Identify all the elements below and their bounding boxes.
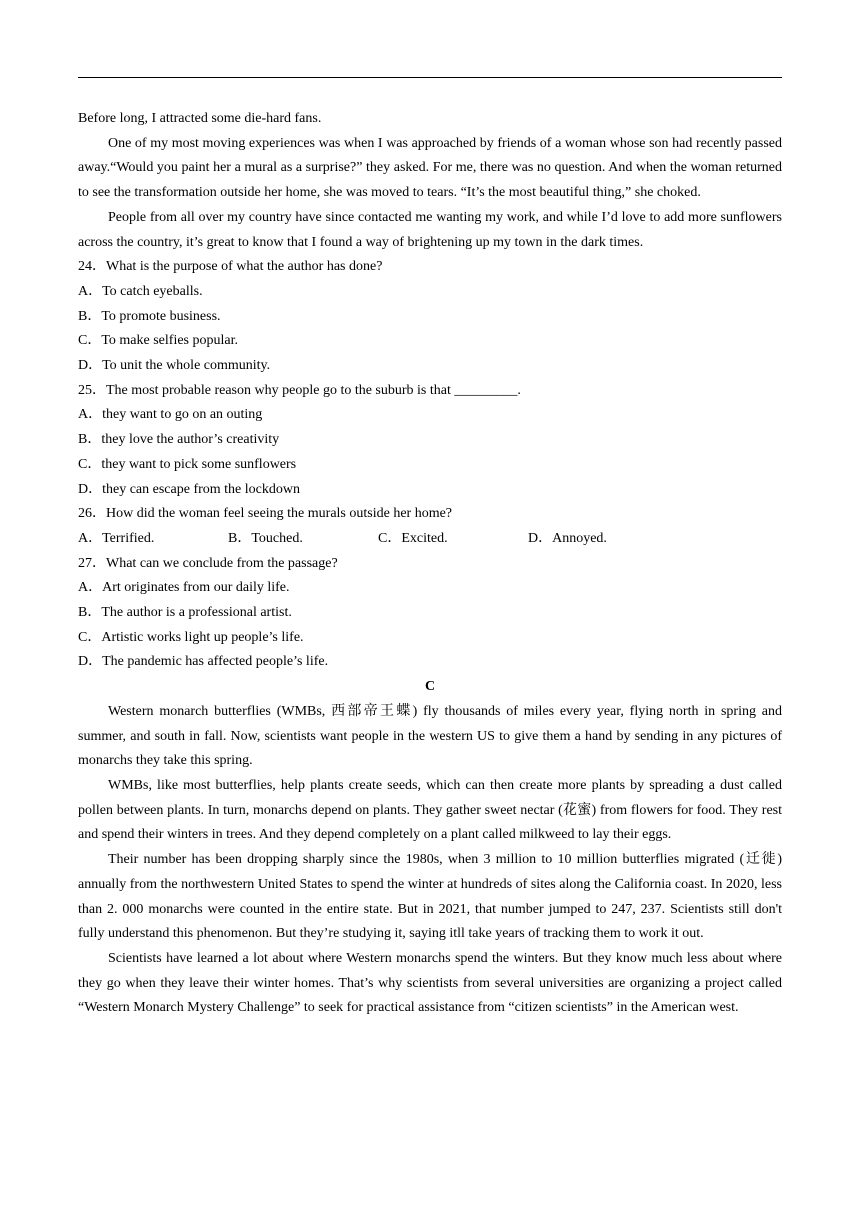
question-stem: 24．What is the purpose of what the author has done?: [78, 259, 383, 275]
passage-b-paragraph-2: People from all over my country have since contacted me wanting my work, and while I’d love to add more sunflowers across the country, it’s great to know that I found a way of brightening up my town in the dark times.: [78, 209, 782, 250]
question-26: [78, 502, 782, 551]
option-b: B．The author is a professional artist.: [78, 605, 292, 621]
passage-b-paragraph-1: One of my most moving experiences was when I was approached by friends of a woman whose son had recently passed away.“Would you paint her a mural as a surprise?” they asked. For me, there was no question. And when the woman returned to see the transformation outside her home, she was moved to tears. “It’s the most beautiful thing,” she choked.: [78, 135, 782, 201]
option-c: C．Artistic works light up people’s life.: [78, 629, 304, 645]
question-stem: 26．How did the woman feel seeing the murals outside her home?: [78, 506, 453, 522]
option-a: A．they want to go on an outing: [78, 407, 263, 423]
header-rule: [78, 77, 782, 78]
question-27: [78, 552, 782, 676]
question-stem: 27．What can we conclude from the passage?: [78, 555, 338, 571]
option-b: B．Touched.: [228, 530, 303, 546]
section-c-paragraph-3: Their number has been dropping sharply since the 1980s, when 3 million to 10 million butterflies migrated (迁徙) annually from the northwestern United States to spend the winter at hundreds of sites along the California coast. In 2020, less than 2. 000 monarchs were counted in the entire state. But in 2021, that number jumped to 247, 237. Scientists still don't fully understand this phenomenon. But they’re studying it, saying itll take years of tracking them to work it out.: [78, 852, 782, 942]
option-b: B．To promote business.: [78, 308, 221, 324]
question-24: [78, 255, 782, 379]
options-row: [78, 527, 782, 552]
option-a: A．To catch eyeballs.: [78, 283, 203, 299]
section-c-paragraph-1: Western monarch butterflies (WMBs, 西部帝王蝶) fly thousands of miles every year, flying north in spring and summer, and south in fall. Now, scientists want people in the western US to give them a hand by sending in any pictures of monarchs they take this spring.: [78, 703, 782, 769]
section-c-paragraph-4: Scientists have learned a lot about where Western monarchs spend the winters. But they know much less about where they go when they leave their winter homes. That’s why scientists from several universities are organizing a project called “Western Monarch Mystery Challenge” to seek for practical assistance from “citizen scientists” in the American west.: [78, 950, 782, 1016]
section-c-heading: C: [424, 679, 436, 695]
option-a: A．Terrified.: [78, 530, 155, 546]
option-d: D．they can escape from the lockdown: [78, 481, 300, 497]
question-25: [78, 379, 782, 503]
passage-b-paragraph-0: Before long, I attracted some die-hard fans.: [78, 111, 322, 126]
option-c: C．To make selfies popular.: [78, 333, 238, 349]
option-d: D．The pandemic has affected people’s life.: [78, 654, 329, 670]
option-b: B．they love the author’s creativity: [78, 432, 280, 448]
option-a: A．Art originates from our daily life.: [78, 580, 290, 596]
option-c: C．Excited.: [378, 530, 448, 546]
section-c-paragraph-2: WMBs, like most butterflies, help plants create seeds, which can then create more plants by spreading a dust called pollen between plants. In turn, monarchs depend on plants. They gather sweet nectar (花蜜) from flowers for food. They rest and spend their winters in trees. And they depend completely on a plant called milkweed to lay their eggs.: [78, 777, 782, 843]
page-content: [78, 107, 782, 1021]
question-stem: 25．The most probable reason why people go to the suburb is that _________.: [78, 382, 521, 398]
option-d: D．Annoyed.: [528, 530, 607, 546]
option-c: C．they want to pick some sunflowers: [78, 456, 297, 472]
option-d: D．To unit the whole community.: [78, 358, 271, 374]
